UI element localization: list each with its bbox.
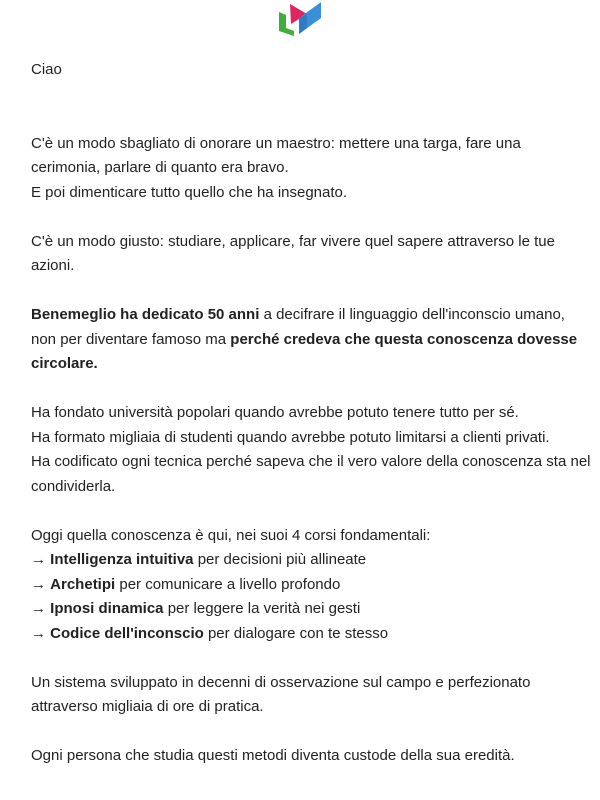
course-item [31, 573, 591, 598]
paragraph-text: a decifrare il linguaggio dell'inconscio umano, non per diventare famoso ma [31, 306, 565, 348]
brand-logo-icon [277, 0, 323, 36]
bold-text: Benemeglio ha dedicato 50 anni [31, 306, 260, 323]
paragraph-courses [31, 524, 591, 647]
course-desc: per decisioni più allineate [193, 551, 367, 568]
courses-intro: Oggi quella conoscenza è qui, nei suoi 4 corsi fondamentali: [31, 526, 431, 544]
paragraph-legacy: Ogni persona che studia questi metodi diventa custode della sua eredità. [31, 747, 515, 764]
paragraph-line: E poi dimenticare tutto quello che ha insegnato. [31, 183, 348, 201]
course-item [31, 548, 591, 573]
paragraph-line: Ha formato migliaia di studenti quando avrebbe potuto limitarsi a clienti privati. [31, 428, 550, 446]
arrow-icon: → [31, 575, 51, 593]
paragraph-right-way: C'è un modo giusto: studiare, applicare, far vivere quel sapere attraverso le tue azioni. [31, 232, 555, 274]
greeting: Ciao [31, 61, 62, 78]
bold-text: perché credeva che questa conoscenza dovesse circolare. [31, 330, 578, 372]
course-desc: per leggere la verità nei gesti [163, 600, 361, 617]
paragraph-line: Ha codificato ogni tecnica perché sapeva che il vero valore della conoscenza sta nel condividerla. [31, 453, 591, 495]
course-name: Ipnosi dinamica [50, 600, 164, 617]
course-name: Codice dell'inconscio [50, 624, 204, 642]
arrow-icon: → [31, 600, 51, 617]
paragraph-line: Ha fondato università popolari quando avrebbe potuto tenere tutto per sé. [31, 404, 519, 421]
course-name: Archetipi [50, 575, 116, 593]
paragraph-achievements [31, 401, 591, 499]
course-desc: per dialogare con te stesso [203, 624, 389, 642]
email-body [31, 58, 591, 769]
arrow-icon: → [31, 551, 51, 568]
paragraph-wrong-way [31, 132, 591, 206]
arrow-icon: → [31, 624, 51, 642]
paragraph-system: Un sistema sviluppato in decenni di osservazione sul campo e perfezionato attraverso migliaia di ore di pratica. [31, 673, 531, 715]
course-name: Intelligenza intuitiva [50, 551, 194, 568]
course-item [31, 622, 591, 647]
paragraph-line: C'è un modo sbagliato di onorare un maestro: mettere una targa, fare una cerimonia, parlare di quanto era bravo. [31, 134, 521, 176]
paragraph-benemeglio [31, 303, 591, 377]
course-desc: per comunicare a livello profondo [115, 575, 341, 593]
course-item [31, 597, 591, 622]
